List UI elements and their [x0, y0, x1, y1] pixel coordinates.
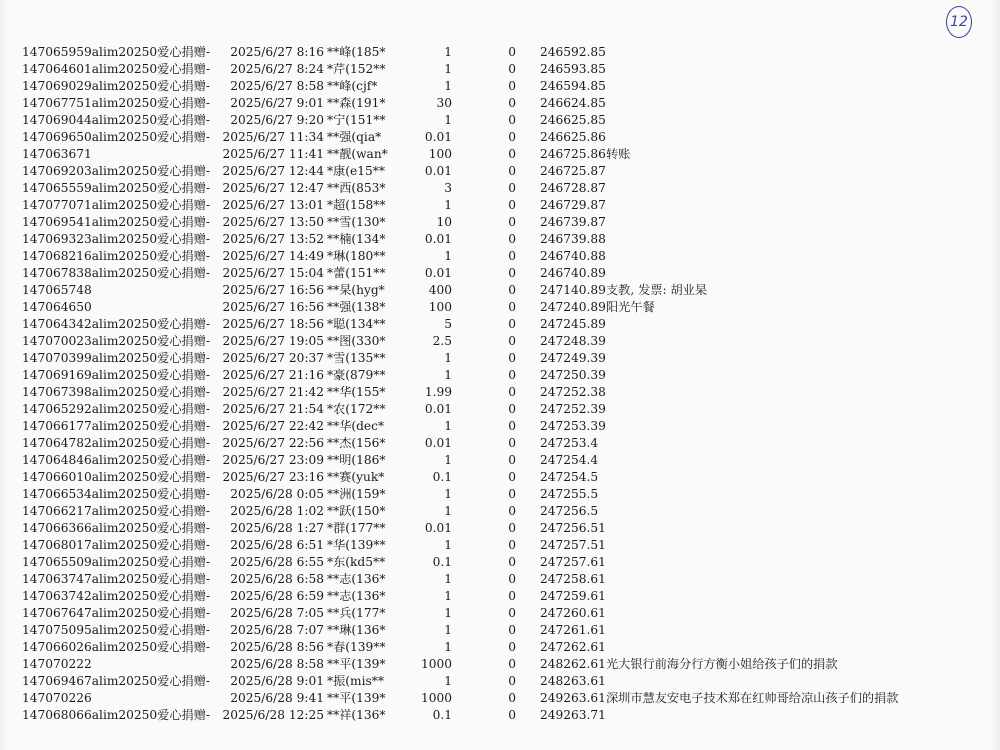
donation-amount: 1: [444, 62, 452, 76]
ledger-row: [0, 520, 1000, 537]
fee-amount: 0: [508, 164, 516, 178]
donation-amount: 1.99: [424, 385, 452, 399]
running-balance: 247257.61: [540, 555, 606, 569]
ledger-row: [0, 299, 1000, 316]
running-balance: 247259.61: [540, 589, 606, 603]
running-balance: 247256.5: [540, 504, 599, 518]
handwritten-page-number: 12: [946, 6, 972, 38]
ledger-row: [0, 316, 1000, 333]
running-balance: 247249.39: [540, 351, 606, 365]
transaction-id: 147065292alim20250爱心捐赠-: [22, 402, 211, 416]
ledger-row: [0, 469, 1000, 486]
fee-amount: 0: [508, 674, 516, 688]
transaction-datetime: 2025/6/28 12:25: [222, 708, 324, 722]
donor-name: *农(172**: [327, 402, 386, 416]
donor-name: *春(139**: [327, 640, 386, 654]
donation-amount: 5: [444, 317, 452, 331]
fee-amount: 0: [508, 640, 516, 654]
ledger-row: [0, 44, 1000, 61]
donation-amount: 1: [444, 640, 452, 654]
fee-amount: 0: [508, 436, 516, 450]
fee-amount: 0: [508, 521, 516, 535]
ledger-row: [0, 112, 1000, 129]
donor-name: **强(138*: [327, 300, 386, 314]
transaction-datetime: 2025/6/27 18:56: [222, 317, 324, 331]
fee-amount: 0: [508, 96, 516, 110]
donation-amount: 0.01: [424, 436, 452, 450]
donor-name: **跃(150*: [327, 504, 386, 518]
transaction-datetime: 2025/6/27 21:16: [222, 368, 324, 382]
donation-amount: 1: [444, 589, 452, 603]
transaction-datetime: 2025/6/28 6:58: [230, 572, 324, 586]
fee-amount: 0: [508, 385, 516, 399]
ledger-row: [0, 384, 1000, 401]
transaction-datetime: 2025/6/27 8:24: [230, 62, 324, 76]
donor-name: **平(139*: [327, 691, 386, 705]
transaction-id: 147064782alim20250爱心捐赠-: [22, 436, 211, 450]
donation-amount: 0.1: [432, 708, 452, 722]
fee-amount: 0: [508, 487, 516, 501]
running-balance: 247256.51: [540, 521, 606, 535]
running-balance: 246625.86: [540, 130, 606, 144]
donor-name: *雪(135**: [327, 351, 386, 365]
transaction-datetime: 2025/6/27 19:05: [222, 334, 324, 348]
transaction-datetime: 2025/6/27 21:42: [222, 385, 324, 399]
transaction-id: 147064342alim20250爱心捐赠-: [22, 317, 211, 331]
transaction-id: 147067398alim20250爱心捐赠-: [22, 385, 211, 399]
ledger-row: [0, 690, 1000, 707]
donor-name: **强(qia*: [327, 130, 382, 144]
ledger-row: [0, 180, 1000, 197]
ledger-row: [0, 350, 1000, 367]
transaction-datetime: 2025/6/27 21:54: [222, 402, 324, 416]
ledger-row: [0, 435, 1000, 452]
transaction-id: 147063671: [22, 147, 92, 161]
donor-name: **森(191*: [327, 96, 386, 110]
transaction-id: 147070222: [22, 657, 92, 671]
donor-name: **志(136*: [327, 572, 386, 586]
donor-name: *琳(180**: [327, 249, 386, 263]
ledger-row: [0, 367, 1000, 384]
transaction-datetime: 2025/6/28 9:01: [230, 674, 324, 688]
donation-amount: 0.1: [432, 555, 452, 569]
donation-amount: 1: [444, 606, 452, 620]
transaction-datetime: 2025/6/28 6:55: [230, 555, 324, 569]
ledger-row: [0, 197, 1000, 214]
ledger-row: [0, 673, 1000, 690]
donor-name: *康(e15**: [327, 164, 385, 178]
donor-name: **西(853*: [327, 181, 386, 195]
transaction-datetime: 2025/6/28 7:07: [230, 623, 324, 637]
running-balance: 246592.85: [540, 45, 606, 59]
running-balance: 246625.85: [540, 113, 606, 127]
running-balance: 247257.51: [540, 538, 606, 552]
ledger-row: [0, 78, 1000, 95]
fee-amount: 0: [508, 470, 516, 484]
donation-amount: 30: [436, 96, 452, 110]
transaction-datetime: 2025/6/28 6:59: [230, 589, 324, 603]
ledger-row: [0, 333, 1000, 350]
transaction-datetime: 2025/6/27 13:52: [222, 232, 324, 246]
donor-name: *超(158**: [327, 198, 386, 212]
running-balance: 249263.61: [540, 691, 606, 705]
fee-amount: 0: [508, 402, 516, 416]
donor-name: **峰(cjf*: [327, 79, 378, 93]
running-balance: 246594.85: [540, 79, 606, 93]
donation-amount: 1000: [420, 657, 452, 671]
running-balance: 246740.88: [540, 249, 606, 263]
remark-note: 深圳市慧友安电子技术郑在红帅哥给凉山孩子们的捐款: [606, 691, 899, 705]
running-balance: 247250.39: [540, 368, 606, 382]
donation-amount: 100: [428, 300, 452, 314]
transaction-id: 147070226: [22, 691, 92, 705]
donation-amount: 1: [444, 453, 452, 467]
running-balance: 247245.89: [540, 317, 606, 331]
fee-amount: 0: [508, 334, 516, 348]
donation-amount: 1: [444, 623, 452, 637]
running-balance: 246593.85: [540, 62, 606, 76]
fee-amount: 0: [508, 181, 516, 195]
donor-name: **洲(159*: [327, 487, 386, 501]
running-balance: 247140.89: [540, 283, 606, 297]
donor-name: *群(177**: [327, 521, 386, 535]
donation-amount: 1000: [420, 691, 452, 705]
fee-amount: 0: [508, 317, 516, 331]
fee-amount: 0: [508, 708, 516, 722]
transaction-id: 147068216alim20250爱心捐赠-: [22, 249, 211, 263]
transaction-datetime: 2025/6/27 11:34: [222, 130, 324, 144]
ledger-row: [0, 95, 1000, 112]
fee-amount: 0: [508, 62, 516, 76]
fee-amount: 0: [508, 657, 516, 671]
ledger-row: [0, 418, 1000, 435]
donation-amount: 1: [444, 487, 452, 501]
fee-amount: 0: [508, 232, 516, 246]
transaction-datetime: 2025/6/27 12:44: [222, 164, 324, 178]
donation-amount: 0.1: [432, 470, 452, 484]
running-balance: 247261.61: [540, 623, 606, 637]
ledger-row: [0, 554, 1000, 571]
running-balance: 246739.87: [540, 215, 606, 229]
transaction-datetime: 2025/6/27 8:16: [230, 45, 324, 59]
donor-name: **志(136*: [327, 589, 386, 603]
remark-note: 阳光午餐: [606, 300, 655, 314]
transaction-id: 147065509alim20250爱心捐赠-: [22, 555, 211, 569]
fee-amount: 0: [508, 572, 516, 586]
transaction-id: 147064601alim20250爱心捐赠-: [22, 62, 211, 76]
ledger-row: [0, 214, 1000, 231]
remark-note: 光大银行前海分行方衡小姐给孩子们的捐款: [606, 657, 838, 671]
donor-name: **明(186*: [327, 453, 386, 467]
donation-amount: 2.5: [432, 334, 452, 348]
transaction-id: 147069467alim20250爱心捐赠-: [22, 674, 211, 688]
donor-name: **祥(136*: [327, 708, 386, 722]
transaction-id: 147069203alim20250爱心捐赠-: [22, 164, 211, 178]
donation-amount: 1: [444, 249, 452, 263]
transaction-datetime: 2025/6/27 23:16: [222, 470, 324, 484]
ledger-row: [0, 265, 1000, 282]
transaction-datetime: 2025/6/27 9:01: [230, 96, 324, 110]
donor-name: *蕾(151**: [327, 266, 386, 280]
running-balance: 247254.5: [540, 470, 599, 484]
donation-ledger-table: [0, 44, 1000, 724]
transaction-datetime: 2025/6/27 15:04: [222, 266, 324, 280]
donor-name: **兵(177*: [327, 606, 386, 620]
fee-amount: 0: [508, 538, 516, 552]
donor-name: **华(155*: [327, 385, 386, 399]
donation-amount: 1: [444, 45, 452, 59]
transaction-id: 147070023alim20250爱心捐赠-: [22, 334, 211, 348]
donation-amount: 1: [444, 368, 452, 382]
transaction-datetime: 2025/6/27 12:47: [222, 181, 324, 195]
transaction-id: 147067751alim20250爱心捐赠-: [22, 96, 211, 110]
running-balance: 247255.5: [540, 487, 599, 501]
transaction-id: 147063742alim20250爱心捐赠-: [22, 589, 211, 603]
ledger-row: [0, 537, 1000, 554]
transaction-id: 147070399alim20250爱心捐赠-: [22, 351, 211, 365]
ledger-row: [0, 486, 1000, 503]
running-balance: 249263.71: [540, 708, 606, 722]
transaction-datetime: 2025/6/27 9:20: [230, 113, 324, 127]
donation-amount: 1: [444, 538, 452, 552]
donor-name: *聪(134**: [327, 317, 386, 331]
donation-amount: 0.01: [424, 232, 452, 246]
transaction-datetime: 2025/6/28 9:41: [230, 691, 324, 705]
donation-amount: 0.01: [424, 130, 452, 144]
donor-name: *华(139**: [327, 538, 386, 552]
transaction-id: 147066026alim20250爱心捐赠-: [22, 640, 211, 654]
donation-amount: 1: [444, 351, 452, 365]
donation-amount: 10: [436, 215, 452, 229]
transaction-datetime: 2025/6/28 1:27: [230, 521, 324, 535]
running-balance: 247252.38: [540, 385, 606, 399]
transaction-datetime: 2025/6/27 11:41: [222, 147, 324, 161]
transaction-id: 147067838alim20250爱心捐赠-: [22, 266, 211, 280]
donor-name: *振(mis**: [327, 674, 384, 688]
fee-amount: 0: [508, 589, 516, 603]
transaction-datetime: 2025/6/27 13:01: [222, 198, 324, 212]
donor-name: **琳(136*: [327, 623, 386, 637]
donation-amount: 1: [444, 79, 452, 93]
fee-amount: 0: [508, 215, 516, 229]
transaction-id: 147069044alim20250爱心捐赠-: [22, 113, 211, 127]
running-balance: 247252.39: [540, 402, 606, 416]
transaction-id: 147066534alim20250爱心捐赠-: [22, 487, 211, 501]
ledger-row: [0, 605, 1000, 622]
transaction-id: 147069169alim20250爱心捐赠-: [22, 368, 211, 382]
fee-amount: 0: [508, 351, 516, 365]
transaction-id: 147077071alim20250爱心捐赠-: [22, 198, 211, 212]
fee-amount: 0: [508, 691, 516, 705]
fee-amount: 0: [508, 147, 516, 161]
fee-amount: 0: [508, 504, 516, 518]
fee-amount: 0: [508, 45, 516, 59]
fee-amount: 0: [508, 419, 516, 433]
donor-name: **靓(wan*: [327, 147, 388, 161]
fee-amount: 0: [508, 283, 516, 297]
fee-amount: 0: [508, 555, 516, 569]
transaction-datetime: 2025/6/27 8:58: [230, 79, 324, 93]
fee-amount: 0: [508, 266, 516, 280]
fee-amount: 0: [508, 300, 516, 314]
running-balance: 246729.87: [540, 198, 606, 212]
running-balance: 246624.85: [540, 96, 606, 110]
fee-amount: 0: [508, 623, 516, 637]
donor-name: **赛(yuk*: [327, 470, 385, 484]
running-balance: 246725.87: [540, 164, 606, 178]
fee-amount: 0: [508, 130, 516, 144]
donation-amount: 0.01: [424, 164, 452, 178]
transaction-datetime: 2025/6/28 0:05: [230, 487, 324, 501]
transaction-datetime: 2025/6/28 8:56: [230, 640, 324, 654]
transaction-id: 147066217alim20250爱心捐赠-: [22, 504, 211, 518]
transaction-datetime: 2025/6/27 13:50: [222, 215, 324, 229]
running-balance: 247258.61: [540, 572, 606, 586]
transaction-datetime: 2025/6/28 7:05: [230, 606, 324, 620]
donor-name: **图(330*: [327, 334, 386, 348]
transaction-id: 147065748: [22, 283, 92, 297]
ledger-row: [0, 639, 1000, 656]
donor-name: **杲(hyg*: [327, 283, 385, 297]
ledger-row: [0, 231, 1000, 248]
donor-name: **平(139*: [327, 657, 386, 671]
transaction-id: 147064650: [22, 300, 92, 314]
running-balance: 246725.86: [540, 147, 606, 161]
transaction-id: 147069650alim20250爱心捐赠-: [22, 130, 211, 144]
transaction-id: 147068017alim20250爱心捐赠-: [22, 538, 211, 552]
transaction-datetime: 2025/6/27 22:56: [222, 436, 324, 450]
ledger-row: [0, 146, 1000, 163]
transaction-id: 147065959alim20250爱心捐赠-: [22, 45, 211, 59]
running-balance: 247253.4: [540, 436, 599, 450]
donation-amount: 1: [444, 504, 452, 518]
ledger-row: [0, 61, 1000, 78]
donor-name: *芹(152**: [327, 62, 386, 76]
donation-amount: 0.01: [424, 266, 452, 280]
ledger-row: [0, 503, 1000, 520]
remark-note: 转账: [606, 147, 631, 161]
donor-name: **楠(134*: [327, 232, 386, 246]
ledger-row: [0, 401, 1000, 418]
fee-amount: 0: [508, 113, 516, 127]
ledger-row: [0, 163, 1000, 180]
transaction-id: 147069323alim20250爱心捐赠-: [22, 232, 211, 246]
ledger-row: [0, 129, 1000, 146]
running-balance: 248262.61: [540, 657, 606, 671]
donation-amount: 100: [428, 147, 452, 161]
transaction-datetime: 2025/6/27 20:37: [222, 351, 324, 365]
donor-name: *东(kd5**: [327, 555, 386, 569]
donation-amount: 0.01: [424, 521, 452, 535]
fee-amount: 0: [508, 368, 516, 382]
donation-amount: 1: [444, 198, 452, 212]
donation-amount: 0.01: [424, 402, 452, 416]
donation-amount: 1: [444, 674, 452, 688]
transaction-datetime: 2025/6/27 22:42: [222, 419, 324, 433]
donation-amount: 3: [444, 181, 452, 195]
fee-amount: 0: [508, 249, 516, 263]
transaction-id: 147069029alim20250爱心捐赠-: [22, 79, 211, 93]
donor-name: **华(dec*: [327, 419, 385, 433]
donor-name: **杰(156*: [327, 436, 386, 450]
transaction-datetime: 2025/6/28 1:02: [230, 504, 324, 518]
ledger-row: [0, 656, 1000, 673]
donor-name: *豪(879**: [327, 368, 386, 382]
running-balance: 246740.89: [540, 266, 606, 280]
transaction-id: 147066366alim20250爱心捐赠-: [22, 521, 211, 535]
transaction-id: 147063747alim20250爱心捐赠-: [22, 572, 211, 586]
running-balance: 247254.4: [540, 453, 599, 467]
running-balance: 248263.61: [540, 674, 606, 688]
ledger-row: [0, 452, 1000, 469]
transaction-id: 147066177alim20250爱心捐赠-: [22, 419, 211, 433]
running-balance: 247260.61: [540, 606, 606, 620]
donor-name: **雪(130*: [327, 215, 386, 229]
transaction-id: 147069541alim20250爱心捐赠-: [22, 215, 211, 229]
transaction-datetime: 2025/6/28 8:58: [230, 657, 324, 671]
donor-name: **峰(185*: [327, 45, 386, 59]
transaction-id: 147075095alim20250爱心捐赠-: [22, 623, 211, 637]
running-balance: 247253.39: [540, 419, 606, 433]
ledger-row: [0, 707, 1000, 724]
transaction-id: 147065559alim20250爱心捐赠-: [22, 181, 211, 195]
transaction-id: 147064846alim20250爱心捐赠-: [22, 453, 211, 467]
transaction-datetime: 2025/6/27 16:56: [222, 283, 324, 297]
ledger-row: [0, 622, 1000, 639]
fee-amount: 0: [508, 198, 516, 212]
transaction-id: 147068066alim20250爱心捐赠-: [22, 708, 211, 722]
transaction-id: 147067647alim20250爱心捐赠-: [22, 606, 211, 620]
donation-amount: 1: [444, 572, 452, 586]
running-balance: 246728.87: [540, 181, 606, 195]
donation-amount: 1: [444, 113, 452, 127]
transaction-id: 147066010alim20250爱心捐赠-: [22, 470, 211, 484]
donor-name: *宁(151**: [327, 113, 386, 127]
ledger-row: [0, 571, 1000, 588]
ledger-row: [0, 248, 1000, 265]
running-balance: 247262.61: [540, 640, 606, 654]
running-balance: 246739.88: [540, 232, 606, 246]
donation-amount: 1: [444, 419, 452, 433]
running-balance: 247248.39: [540, 334, 606, 348]
fee-amount: 0: [508, 453, 516, 467]
transaction-datetime: 2025/6/27 14:49: [222, 249, 324, 263]
fee-amount: 0: [508, 79, 516, 93]
transaction-datetime: 2025/6/27 23:09: [222, 453, 324, 467]
ledger-row: [0, 282, 1000, 299]
remark-note: 支教, 发票: 胡业杲: [606, 283, 708, 297]
transaction-datetime: 2025/6/27 16:56: [222, 300, 324, 314]
transaction-datetime: 2025/6/28 6:51: [230, 538, 324, 552]
ledger-row: [0, 588, 1000, 605]
donation-amount: 400: [428, 283, 452, 297]
fee-amount: 0: [508, 606, 516, 620]
running-balance: 247240.89: [540, 300, 606, 314]
